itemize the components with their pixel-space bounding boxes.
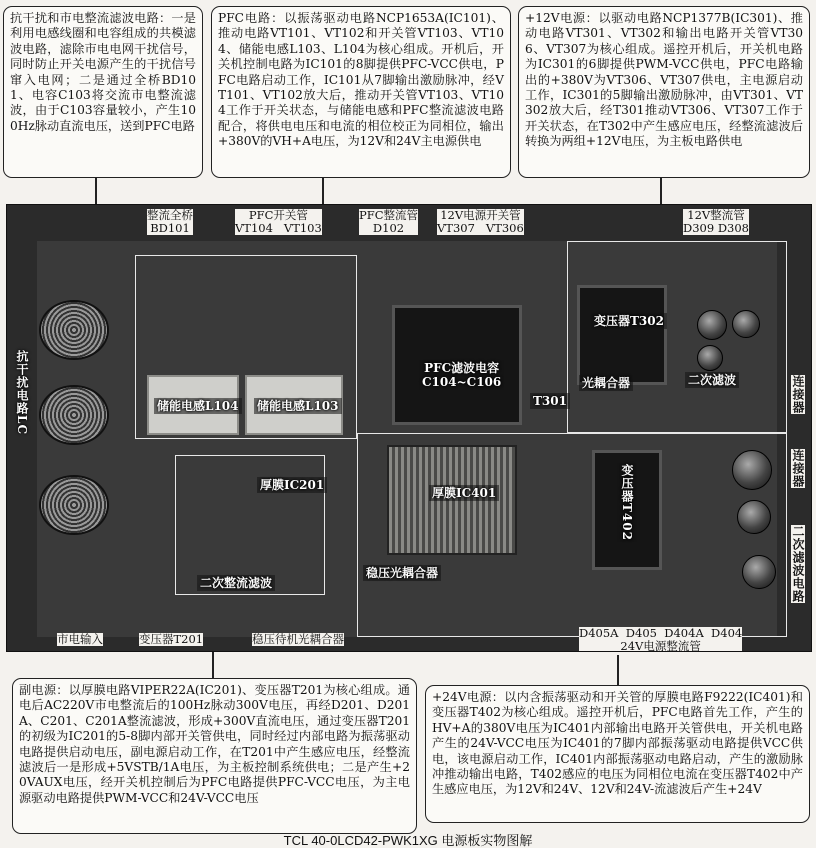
- label-connector-2: 连接器: [791, 449, 805, 488]
- label-thick-film-ic401: 厚膜IC401: [429, 485, 499, 501]
- leader-line: [95, 178, 97, 206]
- label-regulator-optocoupler: 稳压光耦合器: [363, 565, 441, 581]
- leader-line: [322, 178, 324, 206]
- label-aux-rectifier-filter: 二次整流滤波: [197, 575, 275, 591]
- label-inductor-l103: 储能电感L103: [254, 398, 342, 414]
- capacitor: [697, 345, 723, 371]
- emi-coil: [39, 385, 109, 445]
- emi-coil: [39, 300, 109, 360]
- label-emi-lc: 抗干扰电路LC: [15, 350, 29, 435]
- label-connector-1: 连接器: [791, 375, 805, 414]
- transformer-t302: [577, 285, 667, 385]
- label-24v-rectifiers: D405A D405 D404A D404 24V电源整流管: [579, 626, 743, 652]
- capacitor: [732, 310, 760, 338]
- label-inductor-l104: 储能电感L104: [154, 398, 242, 414]
- label-pfc-diode-d102: PFC整流管 D102: [359, 208, 419, 235]
- callout-emi-filter: 抗干扰和市电整流滤波电路：一是利用电感线圈和电容组成的共模滤波电路，滤除市电电网干扰信号，同时防止开关电源产生的干扰信号窜入电网；二是通过全桥BD101、电容C103将交流市电整流滤波，由于C103容量较小，产生100Hz脉动直流电压，送到PFC电路: [3, 6, 203, 178]
- aux-region-outline: [175, 455, 325, 595]
- label-pfc-filter-cap: PFC滤波电容 C104~C106: [419, 360, 504, 390]
- leader-line: [212, 650, 214, 678]
- leader-line: [660, 178, 662, 206]
- label-secondary-filter-circuit: 二次滤波电路: [791, 525, 805, 603]
- label-standby-optocoupler: 稳压待机光耦合器: [252, 632, 344, 646]
- callout-24v-supply: +24V电源：以内含振荡驱动和开关管的厚膜电路F9222(IC401)和变压器T402为核心组成。遥控开机后，PFC电路首先工作，产生的HV+A的380V电压为IC401内部输出电路开关管供电，开关机电路产生的24V-VCC电压为IC401的7脚内部振荡驱动电路提供VCC供电，该电源启动工作，IC401内部振荡驱动电路启动，产生的激励脉冲推动输出电路，T402感应的电压为同相位电流在变压器T402中产生感应电压，为12V和24V、12V和24V-流滤波后产生+24V: [425, 685, 810, 823]
- label-pfc-switch-transistors: PFC开关管 VT104 VT103: [235, 208, 322, 235]
- capacitor: [737, 500, 771, 534]
- capacitor: [742, 555, 776, 589]
- capacitor: [732, 450, 772, 490]
- figure-caption: TCL 40-0LCD42-PWK1XG 电源板实物图解: [283, 833, 533, 848]
- label-12v-rectifier: 12V整流管 D309 D308: [683, 208, 749, 235]
- label-transformer-t201: 变压器T201: [139, 632, 204, 646]
- label-t301: T301: [530, 393, 570, 409]
- emi-coil: [39, 475, 109, 535]
- label-12v-switch-transistors: 12V电源开关管 VT307 VT306: [437, 208, 524, 235]
- label-transformer-t402: 变压器T402: [617, 463, 637, 542]
- callout-aux-supply: 副电源：以厚膜电路VIPER22A(IC201)、变压器T201为核心组成。通电后AC220V市电整流后的100Hz脉动300V电压，再经D201、D201A、C201、C201A整流滤波，形成+300V直流电压，通过变压器T201的初级为IC201的5-8脚内部开关管供电，同时经过内部电路为振荡驱动电路提供启动电压，副电源启动工作，在T201中产生感应电压，经整流滤波后一是形成+5VSTB/1A电压，为主板控制系统供电；二是产生+20VAUX电压，经开关机控制后为PFC电路提供PFC-VCC电压，为主电源驱动电路提供PWM-VCC和24V-VCC电压: [12, 678, 417, 834]
- label-bridge-bd101: 整流全桥 BD101: [147, 208, 193, 235]
- label-secondary-filter: 二次滤波: [685, 372, 739, 388]
- power-board-photo: [6, 204, 812, 652]
- label-transformer-t302: 变压器T302: [591, 313, 667, 329]
- label-thick-film-ic201: 厚膜IC201: [257, 477, 327, 493]
- label-mains-input: 市电输入: [57, 632, 103, 646]
- callout-pfc-circuit: PFC电路：以振荡驱动电路NCP1653A(IC101)、推动电路VT101、VT102和开关管VT103、VT104、储能电感L103、L104为核心组成。开机后，开关机控制电路为IC101的8脚提供PFC-VCC供电，PFC电路启动工作，IC101从7脚输出激励脉冲，经VT101、VT102放大后，推动开关管VT103、VT104工作于开关状态，与储能电感和PFC整流滤波电路配合，将供电电压和电流的相位校正为同相位，输出+380V的VH+A电压，为12V和24V主电源供电: [211, 6, 511, 178]
- leader-line: [617, 655, 619, 685]
- capacitor: [697, 310, 727, 340]
- label-optocoupler: 光耦合器: [579, 375, 633, 391]
- callout-12v-supply: +12V电源：以驱动电路NCP1377B(IC301)、推动电路VT301、VT302和输出电路开关管VT306、VT307为核心组成。遥控开机后，开关机电路为IC301的6脚提供PWM-VCC供电，PFC电路输出的+380V为VT306、VT307供电，主电源启动工作，IC301的5脚输出激励脉冲，由VT301、VT302放大后，经T301推动VT306、VT307工作于开关状态，在T302中产生感应电压，经整流滤波后转换为两组+12V电压，为主板电路供电: [518, 6, 810, 178]
